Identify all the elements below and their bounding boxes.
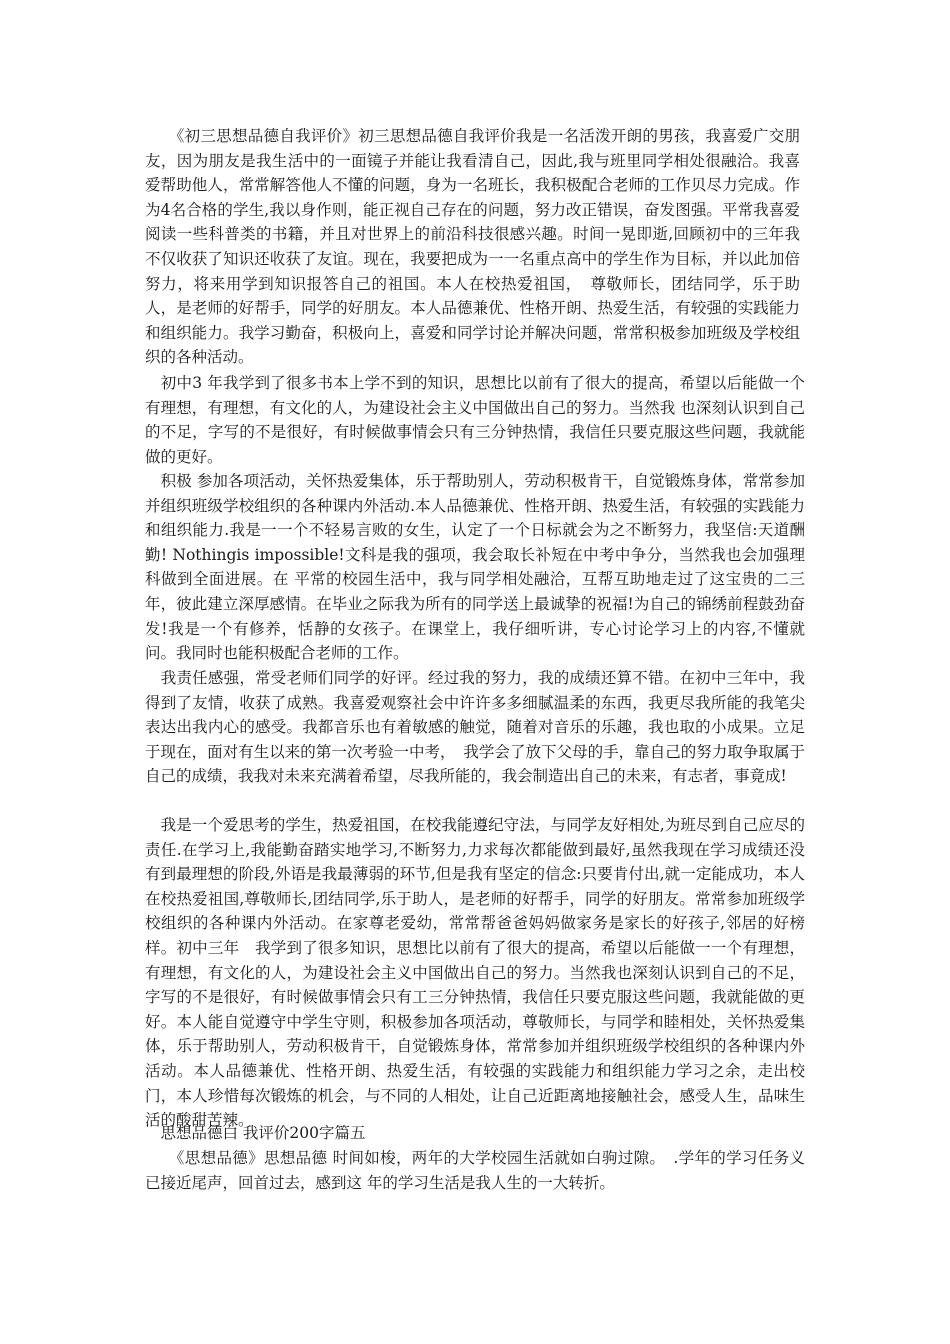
paragraph-thinking-student: 我是一个爱思考的学生，热爱祖国，在校我能遵纪守法，与同学友好相处,为班尽到自己应尽的责任.在学习上,我能勤奋踏实地学习,不断努力,力求每次都能做到最好,虽然我现在学习成绩还没有到最理想的阶段,外语是我最薄弱的环节,但是我有坚定的信念:只要肯付出,就一定能成功，本人在校热爱祖国,尊敬师长,团结同学,乐于助人，是老师的好帮手，同学的好朋友。常常参加班级学校组织的各种课内外活动。在家尊老爱幼，常常帮爸爸妈妈做家务是家长的好孩子,邻居的好榜样。初中三年 我学到了很多知识，思想比以前有了很大的提高，希望以后能做一一个有理想，有理想，有文化的人，为建设社会主义中国做出自己的努力。当然我也深刻认识到自己的不足，字写的不是很好，有时候做事情会只有工三分钟热情，我信任只要克服这些问题，我就能做的更好。本人能自觉遵守中学生守则，积极参加各项活动，尊敬师长，与同学和睦相处，关怀热爱集体，乐于帮助别人，劳动积极肯干，自觉锻炼身体，常常参加并组织班级学校组织的各种课内外活动。本人品德兼优、性格开朗、热爱生活，有较强的实践能力和组织能力学习之余，走出校门，本人珍惜每次锻炼的机会，与不同的人相处，让自己近距离地接触社会，感受人生，品味生活的酸甜苦辣。 <box>145 816 805 1130</box>
paragraph-responsibility: 我责任感强，常受老师们同学的好评。经过我的努力，我的成绩还算不错。在初中三年中，我得到了友情，收获了成熟。我喜爱观察社会中许许多多细腻温柔的东西，我更尽我所能的我笔尖表达出我内心的感受。我都音乐也有着敏感的触觉，随着对音乐的乐趣，我也取的小成果。立足于现在，面对有生以来的第一次考验一中考， 我学会了放下父母的手，靠自己的努力取争取属于自己的成绩，我我对未来充满着希望，尽我所能的，我会制造出自己的未来，有志者，事竟成! <box>145 669 805 786</box>
paragraph-junior-three-years: 初中3 年我学到了很多书本上学不到的知识，思想比以前有了很大的提高，希望以后能做一个有理想，有理想，有文化的人，为建设社会主义中国做出自己的努力。当然我 也深刻认识到自己的不足，字写的不是很好，有时候做事情会只有三分钟热情，我信任只要克服这些问题，我就能做的更好。 <box>145 374 805 466</box>
paragraph-self-evaluation-intro: 《初三思想品德自我评价》初三思想品德自我评价我是一名活泼开朗的男孩，我喜爱广交朋友，因为朋友是我生活中的一面镜子并能让我看清自己，因此,我与班里同学相处很融洽。我喜爱帮助他人，常常解答他人不懂的问题，身为一名班长，我积极配合老师的工作贝尽力完成。作为4名合格的学生,我以身作则，能正视自己存在的问题，努力改正错误，奋发图强。平常我喜爱阅读一些科普类的书籍，并且对世界上的前沿科技很感兴趣。时间一晃即逝,回顾初中的三年我不仅收获了知识还收获了友谊。现在，我要把成为一一名重点高中的学生作为目标，并以此加倍努力，将来用学到知识报答自己的祖国。本人在校热爱祖国， 尊敬师长，团结同学，乐于助人，是老师的好帮手，同学的好朋友。本人品德兼优、性格开朗、热爱生活，有较强的实践能力和组织能力。我学习勤奋，积极向上，喜爱和同学讨论并解决问题，常常积极参加班级及学校组织的各种活动。 <box>145 127 800 367</box>
paragraph-university-life: 《思想品德》思想品德 时间如梭，两年的大学校园生活就如白驹过隙。 .学年的学习任务义已接近尾声，回首过去，感到这 年的学习生活是我人生的一大转折。 <box>145 1149 805 1192</box>
paragraph-active-participation: 积极 参加各项活动，关怀热爱集体，乐于帮助别人，劳动积极肯干，自觉锻炼身体，常常参加并组织班级学校组织的各种课内外活动.本人品德兼优、性格开朗、热爱生活，有较强的实践能力和组织能力.我是一一个不轻易言败的女生，认定了一个日标就会为之不断努力，我坚信:天道酬勤! Nothingis impossible!文科是我的强项，我会取长补短在中考中争分，当然我也会加强理科做到全面进展。在 平常的校园生活中，我与同学相处融洽，互帮互助地走过了这宝贵的二三年，彼此建立深厚感情。在毕业之际我为所有的同学送上最诚挚的祝福!为自己的锦绣前程鼓劲奋发!我是一个有修养，恬静的女孩子。在课堂上，我仔细听讲，专心讨论学习上的内容,不懂就问。我同时也能积极配合老师的工作。 <box>145 472 805 663</box>
section-heading-part-five: 思想品德白 我评价200字篇五 <box>145 1124 366 1142</box>
